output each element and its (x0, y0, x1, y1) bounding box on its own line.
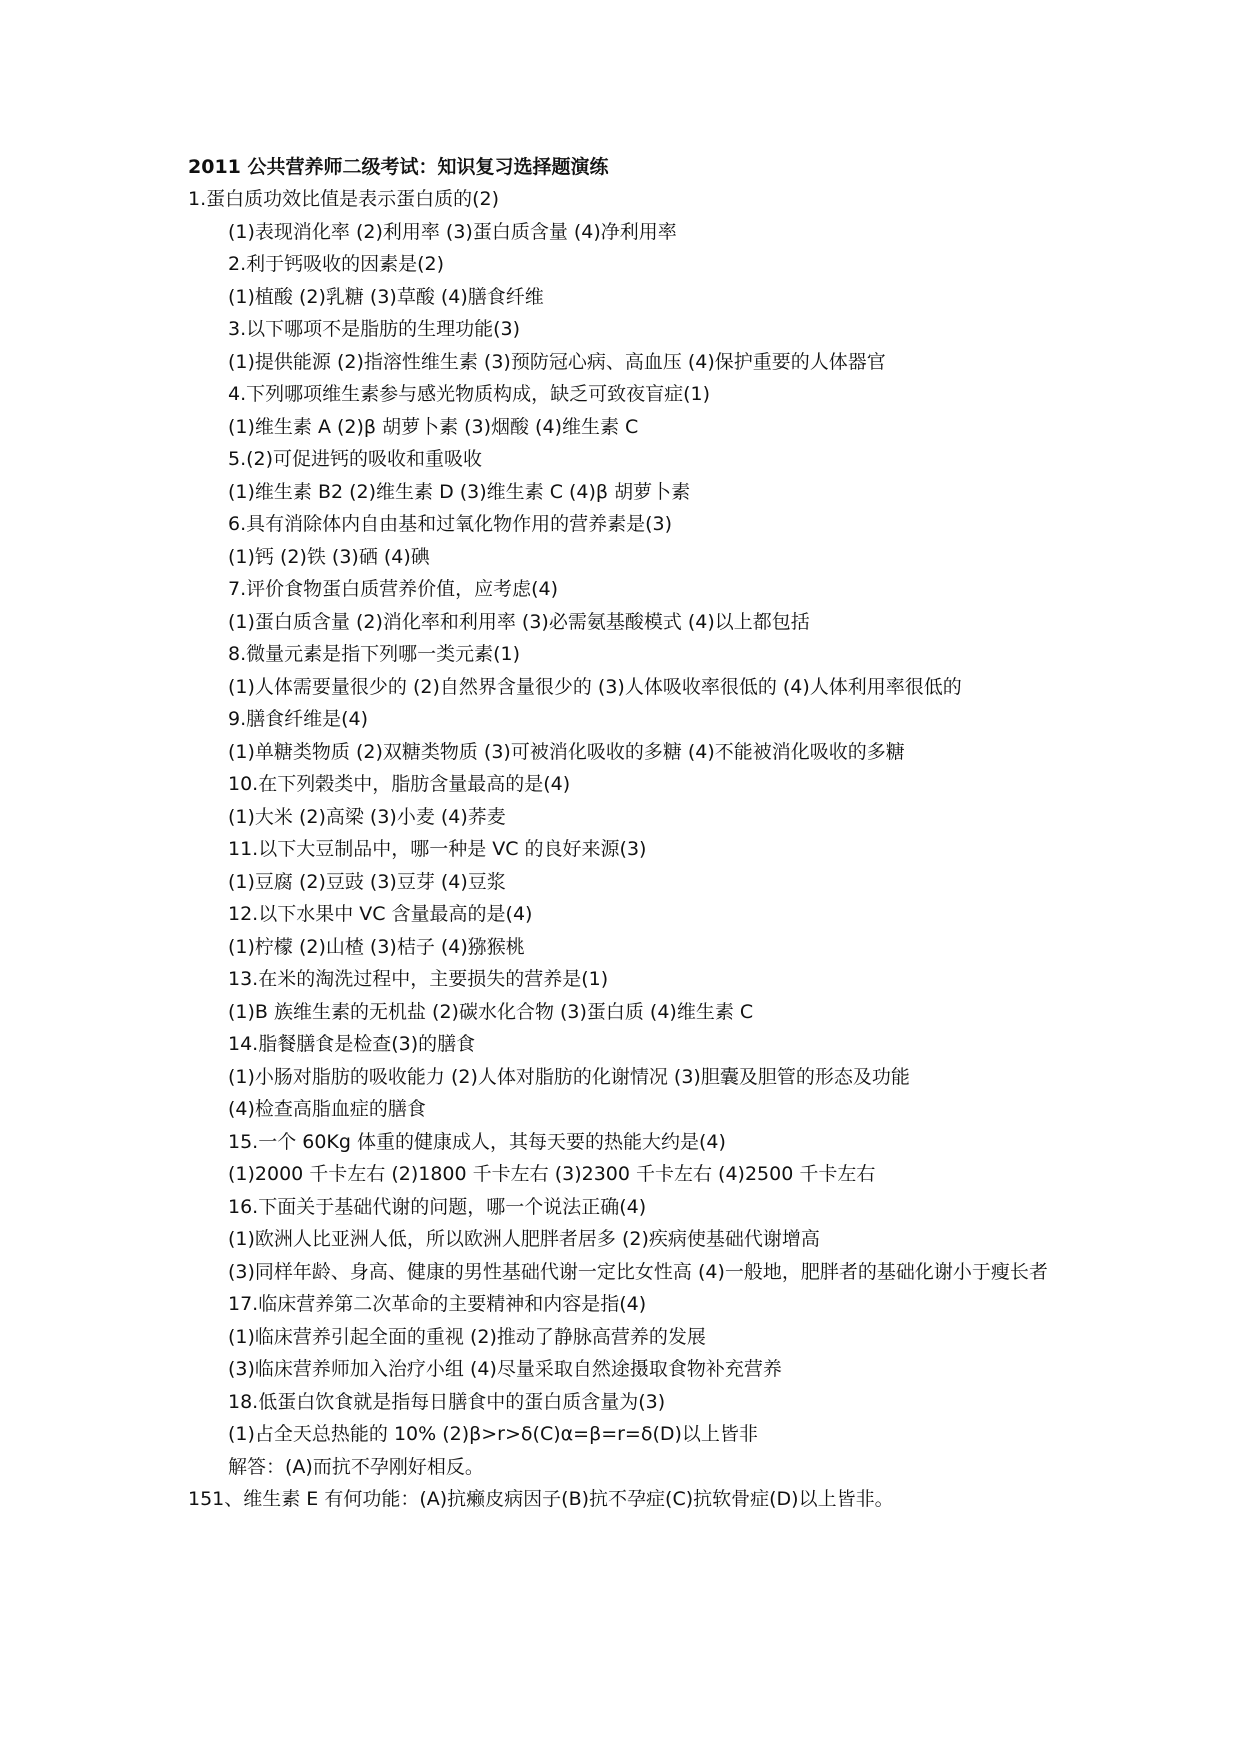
text-line: 9.膳食纤维是(4) (228, 708, 369, 730)
document-body (188, 151, 1058, 1516)
document-title: 2011 公共营养师二级考试：知识复习选择题演练 (188, 156, 609, 178)
text-line: 12.以下水果中 VC 含量最高的是(4) (228, 903, 533, 925)
text-line: 4.下列哪项维生素参与感光物质构成，缺乏可致夜盲症(1) (228, 383, 711, 405)
text-line: 7.评价食物蛋白质营养价值，应考虑(4) (228, 578, 559, 600)
text-line: (1)柠檬 (2)山楂 (3)桔子 (4)猕猴桃 (228, 935, 525, 958)
text-line: (1)植酸 (2)乳糖 (3)草酸 (4)膳食纤维 (228, 285, 544, 308)
text-line: (1)小肠对脂肪的吸收能力 (2)人体对脂肪的化谢情况 (3)胆囊及胆管的形态及功能 (228, 1065, 910, 1088)
text-line: (1)钙 (2)铁 (3)硒 (4)碘 (228, 545, 430, 568)
text-line: (1)大米 (2)高梁 (3)小麦 (4)荞麦 (228, 805, 506, 828)
text-line: 3.以下哪项不是脂肪的生理功能(3) (228, 318, 521, 340)
text-line: (1)表现消化率 (2)利用率 (3)蛋白质含量 (4)净利用率 (228, 220, 677, 243)
text-line: 13.在米的淘洗过程中，主要损失的营养是(1) (228, 968, 609, 990)
text-line: 6.具有消除体内自由基和过氧化物作用的营养素是(3) (228, 513, 673, 535)
text-line: (1)临床营养引起全面的重视 (2)推动了静脉高营养的发展 (228, 1325, 706, 1348)
text-line: (1)提供能源 (2)指溶性维生素 (3)预防冠心病、高血压 (4)保护重要的人体器官 (228, 350, 886, 373)
text-line: 18.低蛋白饮食就是指每日膳食中的蛋白质含量为(3) (228, 1390, 666, 1413)
text-line: (4)检查高脂血症的膳食 (228, 1098, 426, 1120)
text-line: (1)豆腐 (2)豆豉 (3)豆芽 (4)豆浆 (228, 870, 506, 893)
text-line: 11.以下大豆制品中，哪一种是 VC 的良好来源(3) (228, 838, 647, 860)
text-line: (1)维生素 B2 (2)维生素 D (3)维生素 C (4)β 胡萝卜素 (228, 480, 691, 503)
text-line: 10.在下列榖类中，脂肪含量最高的是(4) (228, 773, 571, 795)
text-line: (1)欧洲人比亚洲人低，所以欧洲人肥胖者居多 (2)疾病使基础代谢增高 (228, 1228, 820, 1250)
text-line: 17.临床营养第二次革命的主要精神和内容是指(4) (228, 1293, 647, 1315)
text-line: (3)临床营养师加入治疗小组 (4)尽量采取自然途摄取食物补充营养 (228, 1358, 782, 1380)
text-line: (1)B 族维生素的无机盐 (2)碳水化合物 (3)蛋白质 (4)维生素 C (228, 1000, 754, 1023)
text-line: (1)维生素 A (2)β 胡萝卜素 (3)烟酸 (4)维生素 C (228, 415, 639, 438)
text-line: 151、维生素 E 有何功能：(A)抗癞皮病因子(B)抗不孕症(C)抗软骨症(D)以上皆非。 (188, 1488, 894, 1510)
text-line: 2.利于钙吸收的因素是(2) (228, 253, 445, 275)
text-line: (3)同样年龄、身高、健康的男性基础代谢一定比女性高 (4)一般地，肥胖者的基础化谢小于瘦长者 (228, 1260, 1048, 1283)
text-line: (1)人体需要量很少的 (2)自然界含量很少的 (3)人体吸收率很低的 (4)人体利用率很低的 (228, 675, 962, 698)
text-line: (1)2000 千卡左右 (2)1800 千卡左右 (3)2300 千卡左右 (4)2500 千卡左右 (228, 1163, 876, 1185)
text-line: 15.一个 60Kg 体重的健康成人，其每天要的热能大约是(4) (228, 1130, 726, 1153)
text-line: 8.微量元素是指下列哪一类元素(1) (228, 643, 521, 665)
text-line: 14.脂餐膳食是检查(3)的膳食 (228, 1033, 476, 1055)
text-line: 16.下面关于基础代谢的问题，哪一个说法正确(4) (228, 1195, 647, 1218)
text-line: 1.蛋白质功效比值是表示蛋白质的(2) (188, 188, 500, 210)
text-line: (1)单糖类物质 (2)双糖类物质 (3)可被消化吸收的多糖 (4)不能被消化吸收的多糖 (228, 740, 905, 763)
question-list (188, 183, 1058, 1516)
text-line: 5.(2)可促进钙的吸收和重吸收 (228, 448, 483, 470)
text-line: 解答：(A)而抗不孕刚好相反。 (228, 1455, 484, 1478)
text-line: (1)占全天总热能的 10% (2)β>r>δ(C)α=β=r=δ(D)以上皆非 (228, 1423, 758, 1445)
text-line: (1)蛋白质含量 (2)消化率和利用率 (3)必需氨基酸模式 (4)以上都包括 (228, 610, 810, 633)
